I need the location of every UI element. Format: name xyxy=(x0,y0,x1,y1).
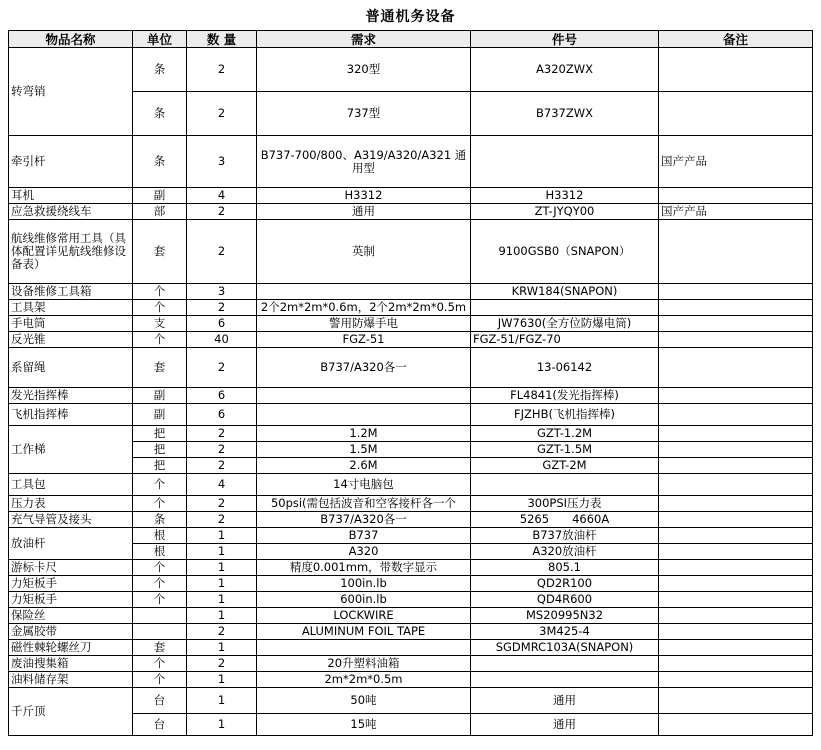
table-row xyxy=(9,624,813,640)
cell-name: 保险丝 xyxy=(9,608,133,624)
cell-req: B737/A320各一 xyxy=(257,512,471,528)
cell-unit xyxy=(133,608,187,624)
cell-qty: 2 xyxy=(187,92,257,136)
cell-qty: 4 xyxy=(187,474,257,496)
table-row xyxy=(9,300,813,316)
cell-name: 转弯销 xyxy=(9,48,133,136)
cell-part: 300PSI压力表 xyxy=(471,496,659,512)
cell-name: 应急救援绕线车 xyxy=(9,204,133,220)
header-unit: 单位 xyxy=(133,31,187,48)
cell-part: A320ZWX xyxy=(471,48,659,92)
header-part: 件号 xyxy=(471,31,659,48)
table-row xyxy=(9,672,813,688)
cell-part xyxy=(471,300,659,316)
cell-note xyxy=(659,388,813,404)
cell-part: H3312 xyxy=(471,188,659,204)
cell-qty: 2 xyxy=(187,458,257,474)
cell-unit: 套 xyxy=(133,220,187,284)
cell-unit: 个 xyxy=(133,332,187,348)
cell-part: JW7630(全方位防爆电筒) xyxy=(471,316,659,332)
cell-qty: 2 xyxy=(187,204,257,220)
cell-note xyxy=(659,426,813,442)
cell-name: 压力表 xyxy=(9,496,133,512)
cell-qty: 1 xyxy=(187,560,257,576)
cell-qty: 6 xyxy=(187,404,257,426)
cell-qty: 2 xyxy=(187,426,257,442)
cell-note xyxy=(659,496,813,512)
table-row xyxy=(9,136,813,188)
table-row xyxy=(9,204,813,220)
cell-note xyxy=(659,284,813,300)
cell-part: QD2R100 xyxy=(471,576,659,592)
cell-req: 14寸电脑包 xyxy=(257,474,471,496)
cell-note xyxy=(659,404,813,426)
cell-note xyxy=(659,656,813,672)
cell-name: 金属胶带 xyxy=(9,624,133,640)
cell-unit xyxy=(133,624,187,640)
cell-req: LOCKWIRE xyxy=(257,608,471,624)
cell-req: 50吨 xyxy=(257,688,471,714)
sheet-title: 普通机务设备 xyxy=(365,9,456,25)
cell-unit: 条 xyxy=(133,136,187,188)
cell-req: 20升塑料油箱 xyxy=(257,656,471,672)
header-req: 需求 xyxy=(257,31,471,48)
cell-name: 工具架 xyxy=(9,300,133,316)
cell-note xyxy=(659,300,813,316)
cell-note xyxy=(659,332,813,348)
cell-req: 100in.lb xyxy=(257,576,471,592)
cell-qty: 2 xyxy=(187,300,257,316)
cell-req: ALUMINUM FOIL TAPE xyxy=(257,624,471,640)
cell-part: SGDMRC103A(SNAPON) xyxy=(471,640,659,656)
cell-qty: 2 xyxy=(187,496,257,512)
cell-unit: 套 xyxy=(133,640,187,656)
header-qty: 数 量 xyxy=(187,31,257,48)
cell-unit: 个 xyxy=(133,496,187,512)
table-row xyxy=(9,426,813,442)
cell-qty: 1 xyxy=(187,672,257,688)
cell-qty: 3 xyxy=(187,136,257,188)
cell-req: 50psi(需包括波音和空客接杆各一个 xyxy=(257,496,471,512)
cell-note xyxy=(659,48,813,92)
cell-unit: 个 xyxy=(133,576,187,592)
cell-name: 设备维修工具箱 xyxy=(9,284,133,300)
cell-unit: 条 xyxy=(133,92,187,136)
cell-unit: 套 xyxy=(133,348,187,388)
table-row xyxy=(9,592,813,608)
cell-unit: 部 xyxy=(133,204,187,220)
cell-qty: 6 xyxy=(187,388,257,404)
cell-note xyxy=(659,442,813,458)
cell-name: 磁性棘轮螺丝刀 xyxy=(9,640,133,656)
cell-qty: 1 xyxy=(187,640,257,656)
cell-unit: 副 xyxy=(133,388,187,404)
cell-part: B737ZWX xyxy=(471,92,659,136)
cell-req: 通用 xyxy=(257,204,471,220)
cell-req: 2.6M xyxy=(257,458,471,474)
cell-unit: 个 xyxy=(133,474,187,496)
cell-req: B737-700/800、A319/A320/A321 通用型 xyxy=(257,136,471,188)
cell-unit: 个 xyxy=(133,672,187,688)
cell-name: 系留绳 xyxy=(9,348,133,388)
cell-name: 耳机 xyxy=(9,188,133,204)
table-row xyxy=(9,656,813,672)
cell-note xyxy=(659,512,813,528)
cell-qty: 1 xyxy=(187,714,257,736)
cell-part: ZT-JYQY00 xyxy=(471,204,659,220)
table-row xyxy=(9,496,813,512)
cell-qty: 4 xyxy=(187,188,257,204)
cell-part: 5265 4660A xyxy=(471,512,659,528)
cell-unit: 把 xyxy=(133,442,187,458)
cell-unit: 条 xyxy=(133,512,187,528)
cell-part xyxy=(471,474,659,496)
header-row xyxy=(9,31,813,48)
cell-qty: 40 xyxy=(187,332,257,348)
cell-unit: 根 xyxy=(133,528,187,544)
cell-name: 发光指挥棒 xyxy=(9,388,133,404)
table-row xyxy=(9,474,813,496)
cell-qty: 2 xyxy=(187,48,257,92)
cell-req xyxy=(257,640,471,656)
cell-note xyxy=(659,624,813,640)
cell-req: 737型 xyxy=(257,92,471,136)
cell-req: 320型 xyxy=(257,48,471,92)
cell-part: FJZHB(飞机指挥棒) xyxy=(471,404,659,426)
cell-req: B737 xyxy=(257,528,471,544)
cell-unit: 个 xyxy=(133,592,187,608)
cell-note xyxy=(659,188,813,204)
table-row xyxy=(9,284,813,300)
cell-name: 工作梯 xyxy=(9,426,133,474)
cell-part: 3M425-4 xyxy=(471,624,659,640)
cell-req xyxy=(257,404,471,426)
header-note: 备注 xyxy=(659,31,813,48)
cell-note xyxy=(659,560,813,576)
cell-name: 航线维修常用工具（具体配置详见航线维修设备表） xyxy=(9,220,133,284)
cell-part: 805.1 xyxy=(471,560,659,576)
cell-note xyxy=(659,688,813,714)
table-row xyxy=(9,404,813,426)
cell-note xyxy=(659,458,813,474)
table-row xyxy=(9,640,813,656)
cell-unit: 个 xyxy=(133,300,187,316)
cell-unit: 个 xyxy=(133,656,187,672)
table-row xyxy=(9,332,813,348)
table-row xyxy=(9,560,813,576)
cell-req: 600in.lb xyxy=(257,592,471,608)
table-row xyxy=(9,388,813,404)
cell-req: 15吨 xyxy=(257,714,471,736)
cell-req xyxy=(257,388,471,404)
cell-qty: 3 xyxy=(187,284,257,300)
cell-part: MS20995N32 xyxy=(471,608,659,624)
cell-name: 力矩板手 xyxy=(9,592,133,608)
cell-qty: 2 xyxy=(187,348,257,388)
cell-note xyxy=(659,348,813,388)
cell-note xyxy=(659,528,813,544)
cell-name: 力矩板手 xyxy=(9,576,133,592)
cell-qty: 6 xyxy=(187,316,257,332)
cell-req: 英制 xyxy=(257,220,471,284)
table-row xyxy=(9,528,813,544)
cell-note: 国产产品 xyxy=(659,204,813,220)
table-row xyxy=(9,48,813,92)
cell-req: FGZ-51 xyxy=(257,332,471,348)
cell-name: 手电筒 xyxy=(9,316,133,332)
cell-req: 2m*2m*0.5m xyxy=(257,672,471,688)
cell-qty: 1 xyxy=(187,592,257,608)
cell-note xyxy=(659,316,813,332)
cell-qty: 2 xyxy=(187,220,257,284)
cell-unit: 根 xyxy=(133,544,187,560)
cell-note xyxy=(659,672,813,688)
cell-part xyxy=(471,672,659,688)
cell-req: B737/A320各一 xyxy=(257,348,471,388)
cell-unit: 副 xyxy=(133,404,187,426)
header-name: 物品名称 xyxy=(9,31,133,48)
cell-part: 13-06142 xyxy=(471,348,659,388)
cell-unit: 支 xyxy=(133,316,187,332)
cell-part xyxy=(471,656,659,672)
cell-part: FL4841(发光指挥棒) xyxy=(471,388,659,404)
cell-qty: 1 xyxy=(187,608,257,624)
cell-name: 游标卡尺 xyxy=(9,560,133,576)
equipment-table xyxy=(8,30,813,736)
cell-name: 油料储存架 xyxy=(9,672,133,688)
cell-part: 9100GSB0（SNAPON） xyxy=(471,220,659,284)
cell-qty: 2 xyxy=(187,624,257,640)
table-row xyxy=(9,512,813,528)
cell-qty: 1 xyxy=(187,576,257,592)
table-row xyxy=(9,688,813,714)
table-row xyxy=(9,348,813,388)
cell-unit: 个 xyxy=(133,284,187,300)
cell-note xyxy=(659,474,813,496)
cell-qty: 1 xyxy=(187,528,257,544)
cell-req: 精度0.001mm，带数字显示 xyxy=(257,560,471,576)
cell-name: 反光锥 xyxy=(9,332,133,348)
cell-part xyxy=(471,136,659,188)
cell-note xyxy=(659,220,813,284)
cell-req: 1.2M xyxy=(257,426,471,442)
cell-part: 通用 xyxy=(471,688,659,714)
cell-name: 飞机指挥棒 xyxy=(9,404,133,426)
table-row xyxy=(9,188,813,204)
cell-part: A320放油杆 xyxy=(471,544,659,560)
cell-req: 警用防爆手电 xyxy=(257,316,471,332)
cell-name: 千斤顶 xyxy=(9,688,133,736)
cell-note xyxy=(659,576,813,592)
cell-note xyxy=(659,92,813,136)
cell-name: 废油搜集箱 xyxy=(9,656,133,672)
cell-note xyxy=(659,608,813,624)
cell-part: 通用 xyxy=(471,714,659,736)
cell-unit: 个 xyxy=(133,560,187,576)
cell-req: H3312 xyxy=(257,188,471,204)
cell-unit: 把 xyxy=(133,458,187,474)
cell-note xyxy=(659,714,813,736)
cell-req: 1.5M xyxy=(257,442,471,458)
cell-unit: 副 xyxy=(133,188,187,204)
table-row xyxy=(9,608,813,624)
cell-qty: 1 xyxy=(187,544,257,560)
cell-req xyxy=(257,284,471,300)
cell-note: 国产产品 xyxy=(659,136,813,188)
cell-part: GZT-1.2M xyxy=(471,426,659,442)
table-row xyxy=(9,316,813,332)
cell-part: QD4R600 xyxy=(471,592,659,608)
cell-note xyxy=(659,544,813,560)
cell-qty: 2 xyxy=(187,442,257,458)
cell-qty: 2 xyxy=(187,512,257,528)
cell-req: A320 xyxy=(257,544,471,560)
cell-part: GZT-2M xyxy=(471,458,659,474)
cell-unit: 台 xyxy=(133,688,187,714)
cell-part: GZT-1.5M xyxy=(471,442,659,458)
cell-part: FGZ-51/FGZ-70 xyxy=(471,332,659,348)
cell-name: 牵引杆 xyxy=(9,136,133,188)
cell-name: 充气导管及接头 xyxy=(9,512,133,528)
cell-note xyxy=(659,640,813,656)
cell-unit: 把 xyxy=(133,426,187,442)
cell-req: 2个2m*2m*0.6m，2个2m*2m*0.5m xyxy=(257,300,471,316)
table-row xyxy=(9,220,813,284)
cell-qty: 2 xyxy=(187,656,257,672)
cell-part: B737放油杆 xyxy=(471,528,659,544)
table-row xyxy=(9,576,813,592)
cell-name: 工具包 xyxy=(9,474,133,496)
cell-name: 放油杆 xyxy=(9,528,133,560)
cell-note xyxy=(659,592,813,608)
cell-qty: 1 xyxy=(187,688,257,714)
cell-unit: 条 xyxy=(133,48,187,92)
cell-part: KRW184(SNAPON) xyxy=(471,284,659,300)
table-body xyxy=(9,48,813,736)
cell-unit: 台 xyxy=(133,714,187,736)
